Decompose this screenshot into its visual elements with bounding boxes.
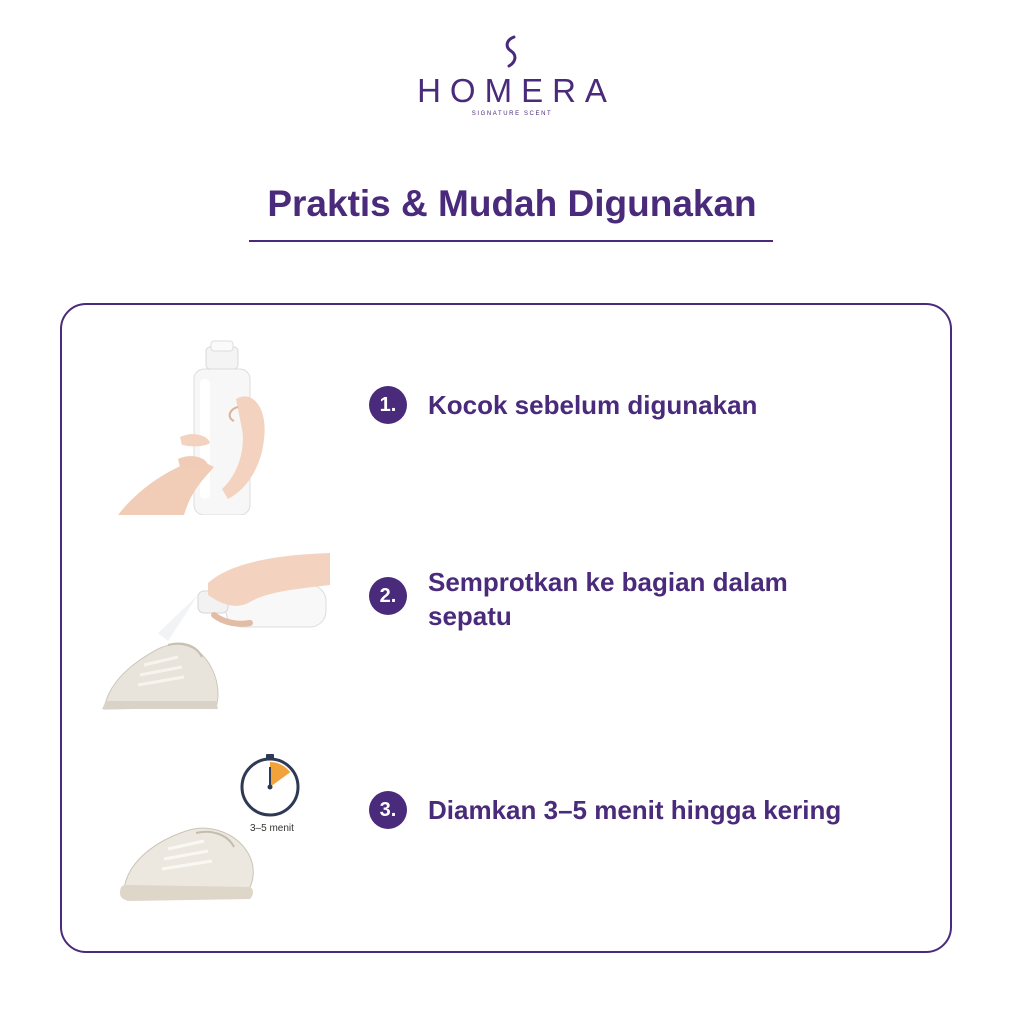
step-3-text: Diamkan 3–5 menit hingga kering <box>428 795 842 825</box>
title-underline <box>249 240 773 242</box>
timer-label: 3–5 menit <box>250 823 294 834</box>
hands-spray-bottle-illustration <box>118 339 283 515</box>
brand-name: HOMERA <box>417 72 616 109</box>
step-2-text-line-2: sepatu <box>428 601 512 631</box>
step-2-text-line-1: Semprotkan ke bagian dalam <box>428 567 788 597</box>
spraying-shoe-illustration <box>98 545 330 713</box>
step-1-number-badge: 1. <box>369 386 407 424</box>
shoe-timer-illustration <box>108 741 308 917</box>
brand-tagline: SIGNATURE SCENT <box>471 111 553 117</box>
step-2-number-badge: 2. <box>369 577 407 615</box>
homera-logo-icon <box>497 34 527 72</box>
timer-icon <box>242 754 298 815</box>
steps-card <box>60 303 952 953</box>
page-title: Praktis & Mudah Digunakan <box>267 183 757 224</box>
step-1-text: Kocok sebelum digunakan <box>428 390 758 420</box>
step-3-number-badge: 3. <box>369 791 407 829</box>
step-2-text <box>428 565 788 633</box>
